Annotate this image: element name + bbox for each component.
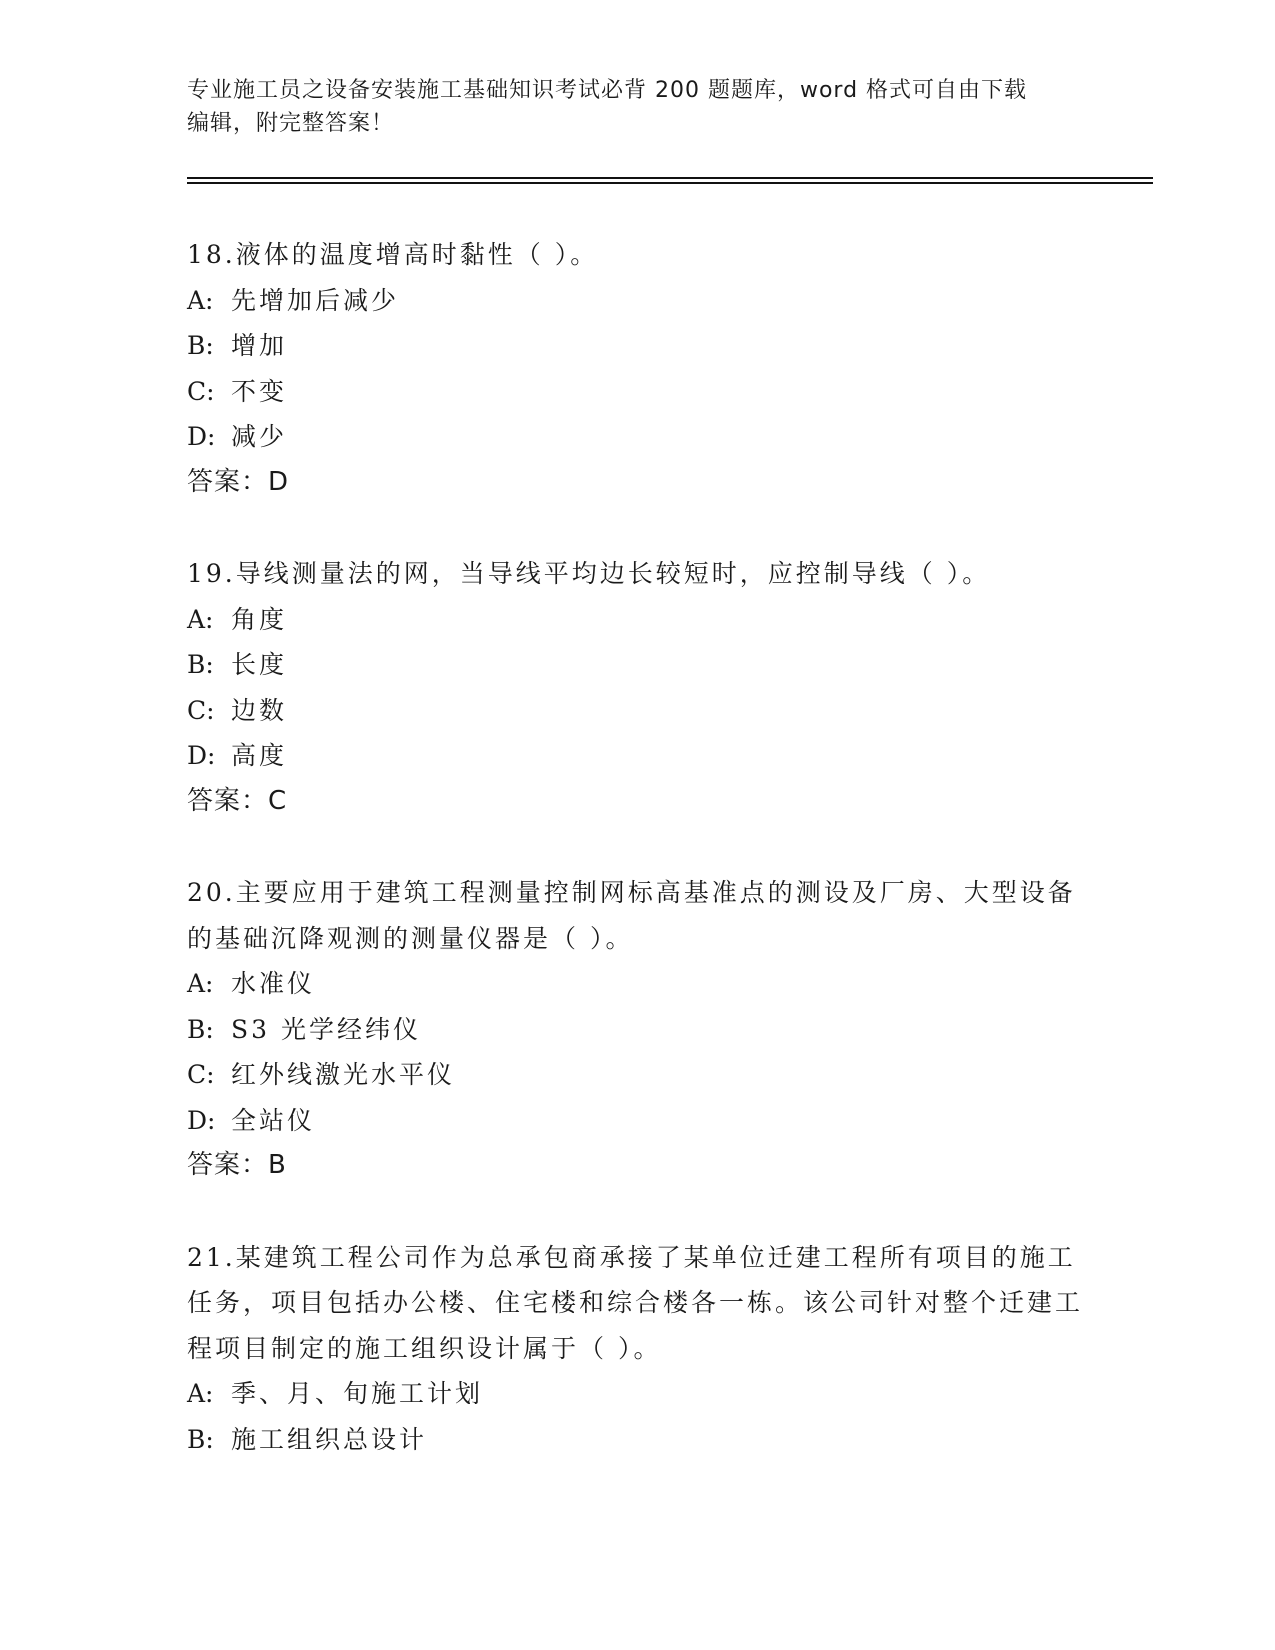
- option-text: 边数: [231, 695, 288, 725]
- question-19: [187, 551, 1087, 824]
- question-21: [187, 1235, 1087, 1463]
- question-20: [187, 870, 1087, 1189]
- option-letter: A:: [187, 285, 214, 315]
- option-text: 长度: [231, 650, 288, 679]
- option-d: [187, 1098, 1087, 1144]
- option-c: [187, 1052, 1087, 1098]
- option-letter: A:: [187, 604, 214, 634]
- option-text: 施工组织总设计: [231, 1424, 428, 1454]
- option-letter: B:: [187, 650, 214, 679]
- option-d: [187, 414, 1087, 460]
- option-text: 不变: [231, 376, 288, 406]
- option-a: [187, 597, 1087, 643]
- header-title-line-2: 编辑，附完整答案！: [187, 111, 395, 136]
- option-b: [187, 1007, 1087, 1053]
- option-text: 角度: [231, 604, 288, 634]
- option-text: 先增加后减少: [231, 285, 400, 315]
- option-b: [187, 1417, 1087, 1463]
- option-d: [187, 733, 1087, 779]
- option-text: 高度: [231, 741, 288, 770]
- option-text: 增加: [231, 331, 288, 360]
- answer-line: 答案：D: [187, 466, 290, 497]
- option-b: [187, 642, 1087, 688]
- option-letter: D:: [187, 422, 216, 451]
- question-text: 21.某建筑工程公司作为总承包商承接了某单位迁建工程所有项目的施工任务，项目包括办公楼、住宅楼和综合楼各一栋。该公司针对整个迁建工程项目制定的施工组织设计属于（ ）。: [187, 1242, 1084, 1363]
- header-title-line-1: 专业施工员之设备安装施工基础知识考试必背 200 题题库，word 格式可自由下载: [187, 78, 1028, 103]
- option-letter: B:: [187, 1014, 214, 1044]
- option-text: 全站仪: [231, 1105, 316, 1135]
- option-letter: C:: [187, 1060, 215, 1089]
- option-text: 红外线激光水平仪: [231, 1060, 456, 1089]
- question-list: [187, 232, 1087, 1508]
- option-text: 季、月、旬施工计划: [231, 1379, 484, 1408]
- option-letter: D:: [187, 741, 216, 770]
- option-c: [187, 688, 1087, 734]
- question-text: 18.液体的温度增高时黏性（ ）。: [187, 240, 599, 269]
- option-a: [187, 278, 1087, 324]
- question-text: 19.导线测量法的网，当导线平均边长较短时，应控制导线（ ）。: [187, 559, 991, 588]
- option-b: [187, 323, 1087, 369]
- question-text: 20.主要应用于建筑工程测量控制网标高基准点的测设及厂房、大型设备的基础沉降观测的测量仪器是（ ）。: [187, 878, 1076, 953]
- option-text: 减少: [231, 422, 288, 451]
- option-a: [187, 961, 1087, 1007]
- option-letter: B:: [187, 1424, 214, 1454]
- option-letter: A:: [187, 1379, 214, 1408]
- option-c: [187, 369, 1087, 415]
- answer-line: 答案：B: [187, 1150, 287, 1180]
- header-divider-top: [187, 177, 1153, 179]
- option-letter: D:: [187, 1105, 216, 1135]
- option-letter: A:: [187, 969, 214, 998]
- option-text: 水准仪: [231, 969, 316, 998]
- option-letter: C:: [187, 376, 215, 406]
- option-a: [187, 1371, 1087, 1417]
- document-header: [187, 74, 1087, 140]
- answer-line: 答案：C: [187, 785, 288, 816]
- option-letter: B:: [187, 331, 214, 360]
- option-letter: C:: [187, 695, 215, 725]
- option-text: S3 光学经纬仪: [231, 1014, 421, 1044]
- header-divider-bottom: [187, 182, 1153, 184]
- question-18: [187, 232, 1087, 505]
